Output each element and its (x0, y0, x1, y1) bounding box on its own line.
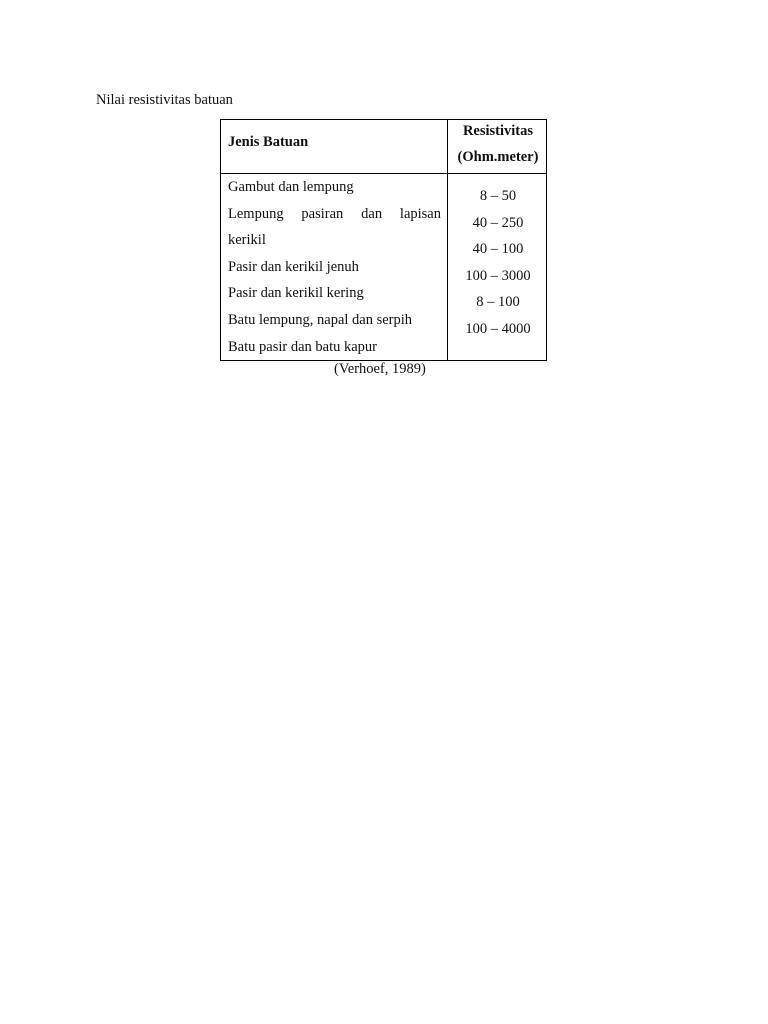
rock-type-item: Pasir dan kerikil jenuh (228, 258, 359, 275)
resistivity-value: 40 – 100 (472, 241, 524, 258)
header-resistivity (448, 120, 548, 174)
resistivity-table (220, 119, 547, 361)
rock-type-item: Gambut dan lempung (228, 179, 354, 195)
rock-type-item: Batu pasir dan batu kapur (228, 338, 377, 355)
resistivity-value: 100 – 3000 (465, 267, 531, 284)
resistivity-value: 100 – 4000 (465, 320, 531, 337)
resistivity-value: 40 – 250 (472, 214, 524, 231)
rock-type-item-wrap-line: kerikil (228, 232, 266, 249)
rock-type-item: Batu lempung, napal dan serpih (228, 311, 413, 328)
table-header-row (221, 120, 546, 174)
rock-type-column (228, 174, 441, 360)
rock-type-item-justified-line: Lempung pasiran dan lapisan (228, 205, 441, 222)
resistivity-column (448, 183, 548, 343)
table-caption: Nilai resistivitas batuan (96, 92, 233, 108)
header-resistivity-label: Resistivitas (462, 123, 534, 139)
rock-type-item: Pasir dan kerikil kering (228, 285, 364, 302)
source-citation: (Verhoef, 1989) (334, 361, 426, 377)
header-rock-type: Jenis Batuan (228, 134, 309, 150)
header-resistivity-unit: (Ohm.meter) (457, 149, 539, 165)
rock-type-item (228, 201, 441, 254)
resistivity-value: 8 – 100 (476, 294, 520, 311)
resistivity-value: 8 – 50 (479, 188, 517, 204)
